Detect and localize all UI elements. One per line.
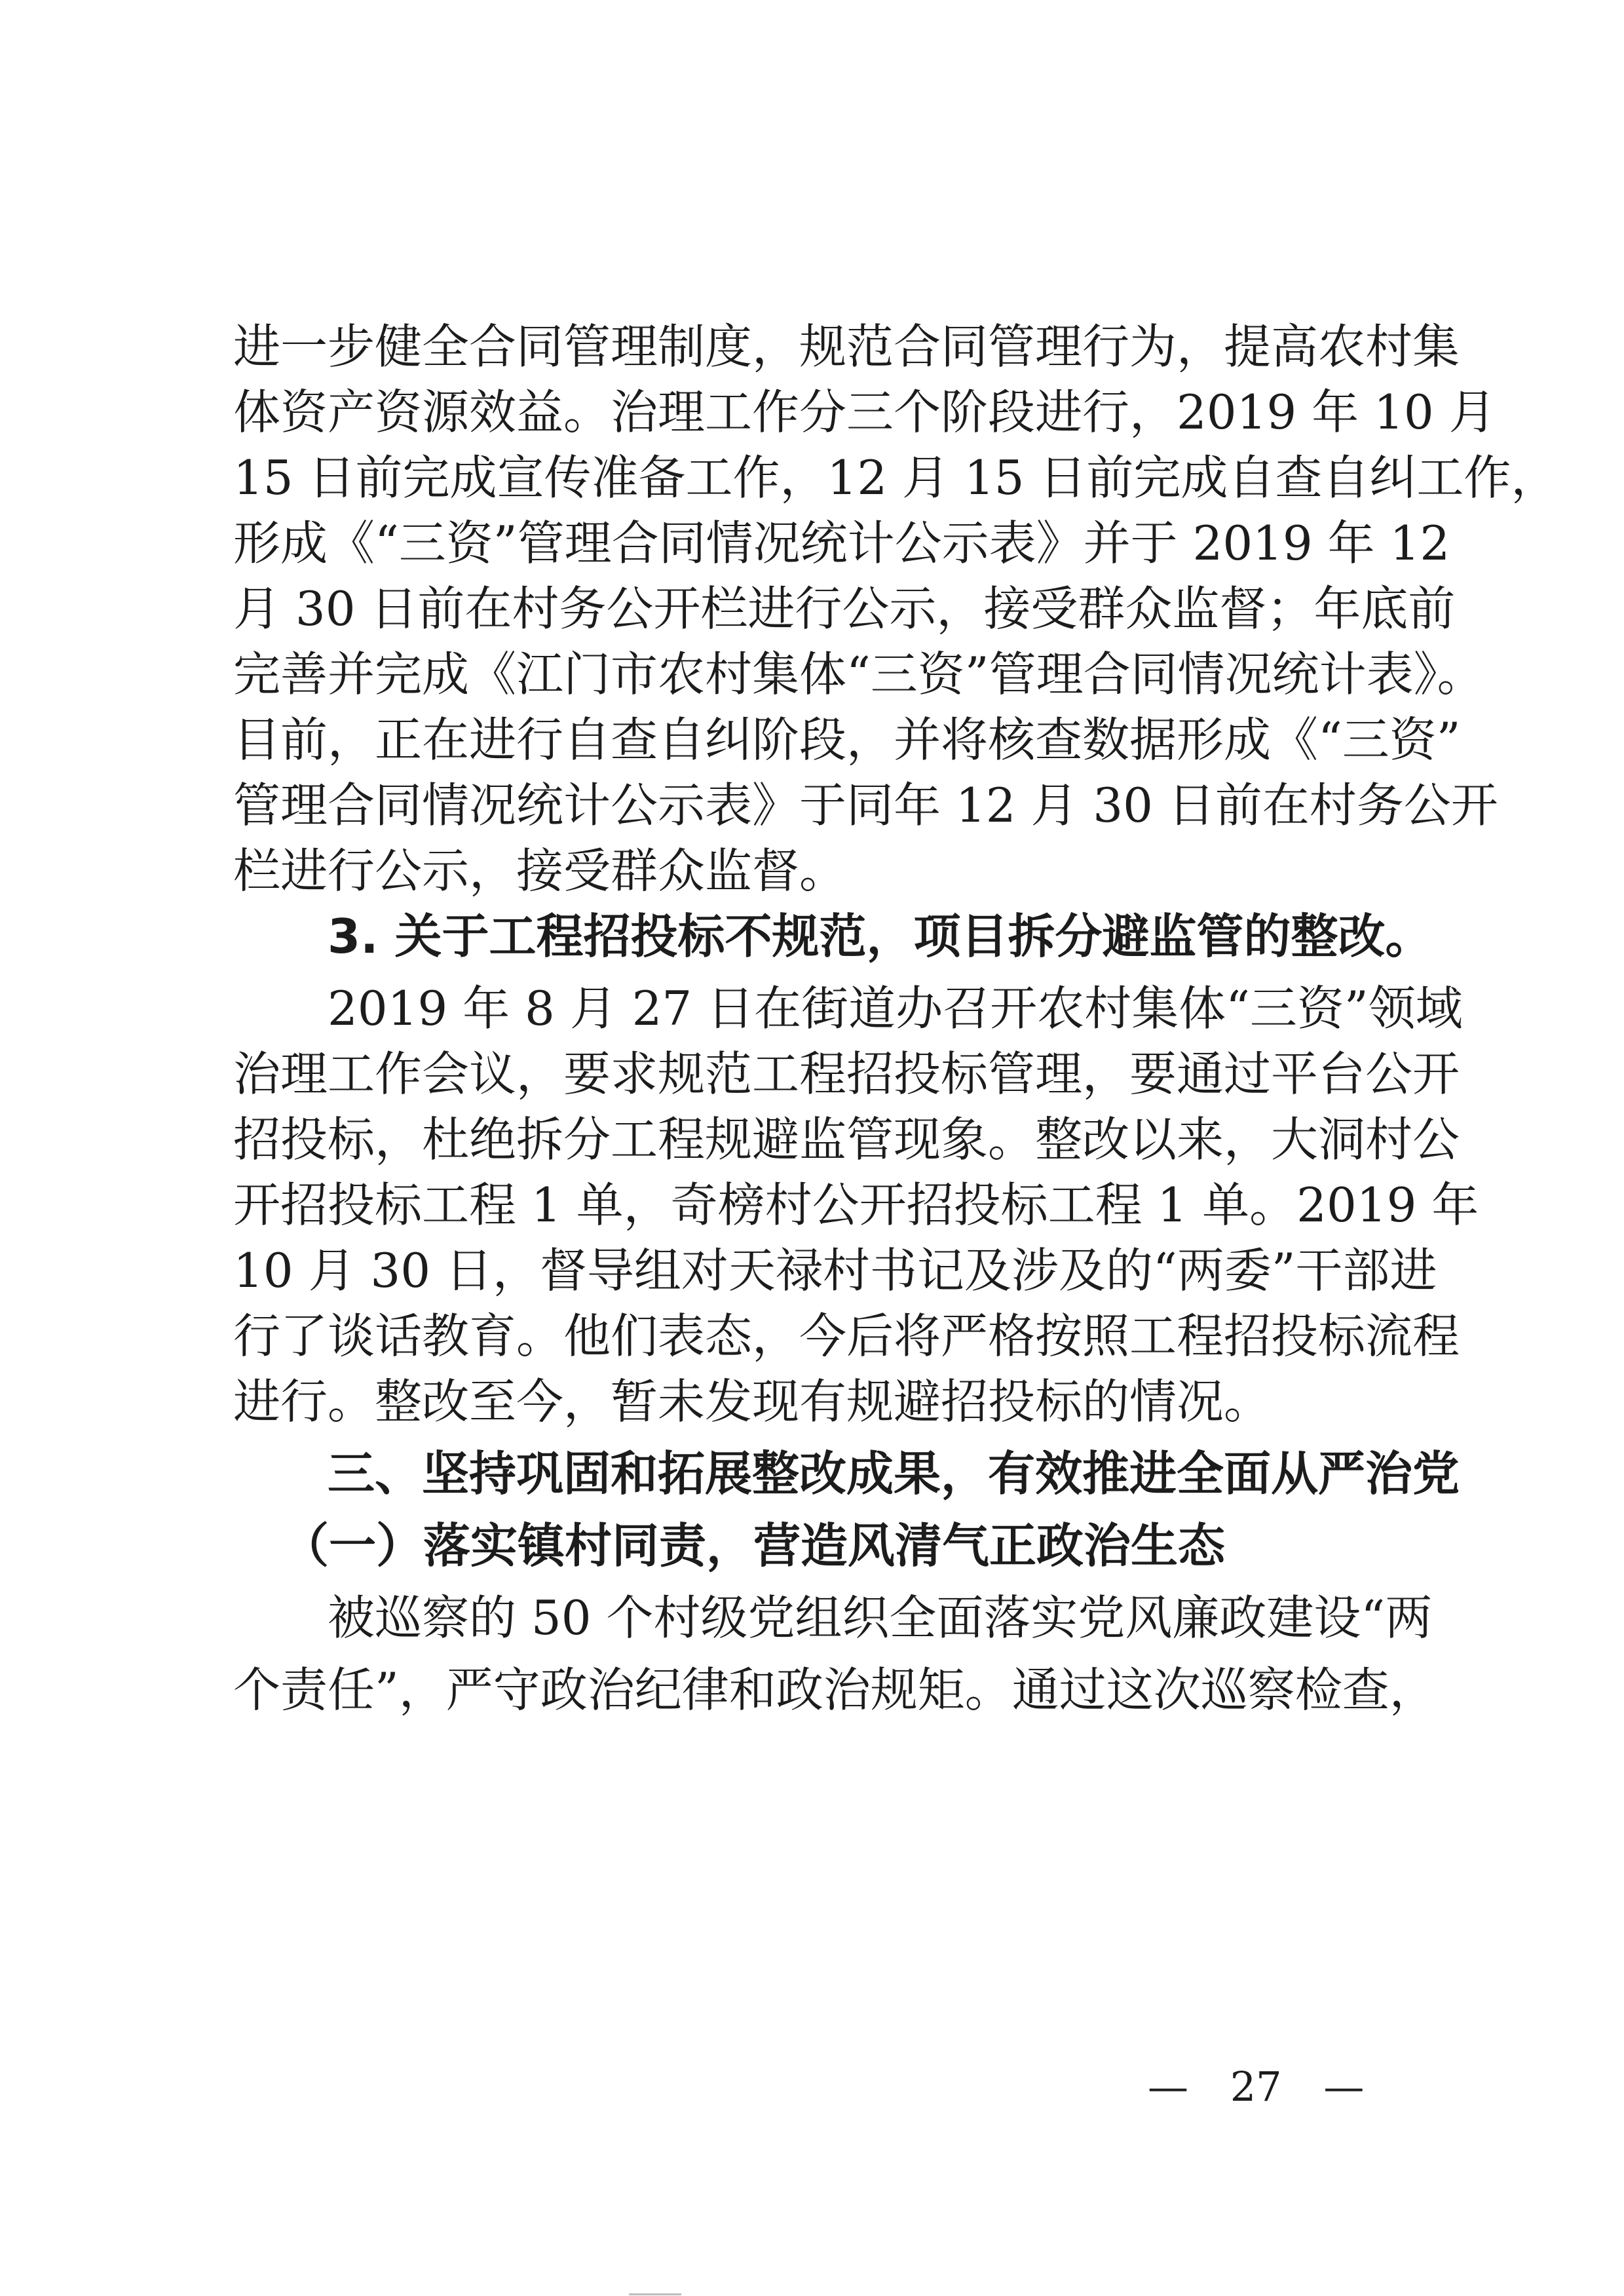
body-line-11: 2019 年 8 月 27 日在街道办召开农村集体“三资”领域 xyxy=(328,981,1463,1036)
page-number: 27 xyxy=(1230,2063,1282,2111)
body-line-8: 管理合同情况统计公示表》于同年 12 月 30 日前在村务公开 xyxy=(233,778,1498,833)
body-line-15: 10 月 30 日，督导组对天禄村书记及涉及的“两委”干部进 xyxy=(233,1243,1437,1298)
body-line-2: 体资产资源效益。治理工作分三个阶段进行，2019 年 10 月 xyxy=(233,385,1496,440)
body-line-17: 进行。整改至今，暂未发现有规避招投标的情况。 xyxy=(233,1374,1272,1429)
page-footer xyxy=(1145,2057,1365,2116)
body-line-7: 目前，正在进行自查自纠阶段，并将核查数据形成《“三资” xyxy=(233,712,1461,767)
scan-artifact xyxy=(629,2293,681,2295)
subsection-heading-1: （一）落实镇村同责，营造风清气正政治生态 xyxy=(282,1518,1226,1573)
body-line-16: 行了谈话教育。他们表态，今后将严格按照工程招投标流程 xyxy=(233,1309,1460,1364)
body-line-21: 个责任”，严守政治纪律和政治规矩。通过这次巡察检查， xyxy=(233,1662,1437,1717)
footer-dash-left: — xyxy=(1148,2063,1188,2111)
section-heading-3: 3. 关于工程招投标不规范，项目拆分避监管的整改。 xyxy=(328,909,1433,964)
body-line-13: 招投标，杜绝拆分工程规避监管现象。整改以来，大洞村公 xyxy=(233,1112,1460,1167)
chapter-heading-3: 三、坚持巩固和拓展整改成果，有效推进全面从严治党 xyxy=(328,1446,1460,1501)
body-line-1: 进一步健全合同管理制度，规范合同管理行为，提高农村集 xyxy=(233,319,1460,374)
body-line-20: 被巡察的 50 个村级党组织全面落实党风廉政建设“两 xyxy=(328,1590,1433,1645)
body-line-5: 月 30 日前在村务公开栏进行公示，接受群众监督；年底前 xyxy=(233,581,1456,636)
body-line-4: 形成《“三资”管理合同情况统计公示表》并于 2019 年 12 xyxy=(233,516,1450,571)
body-line-12: 治理工作会议，要求规范工程招投标管理，要通过平台公开 xyxy=(233,1046,1460,1101)
body-line-14: 开招投标工程 1 单，奇榜村公开招投标工程 1 单。2019 年 xyxy=(233,1177,1479,1233)
body-line-6: 完善并完成《江门市农村集体“三资”管理合同情况统计表》。 xyxy=(233,647,1484,702)
body-line-9: 栏进行公示，接受群众监督。 xyxy=(233,843,847,898)
body-line-3: 15 日前完成宣传准备工作，12 月 15 日前完成自查自纠工作， xyxy=(233,450,1558,505)
footer-dash-right: — xyxy=(1323,2063,1365,2111)
